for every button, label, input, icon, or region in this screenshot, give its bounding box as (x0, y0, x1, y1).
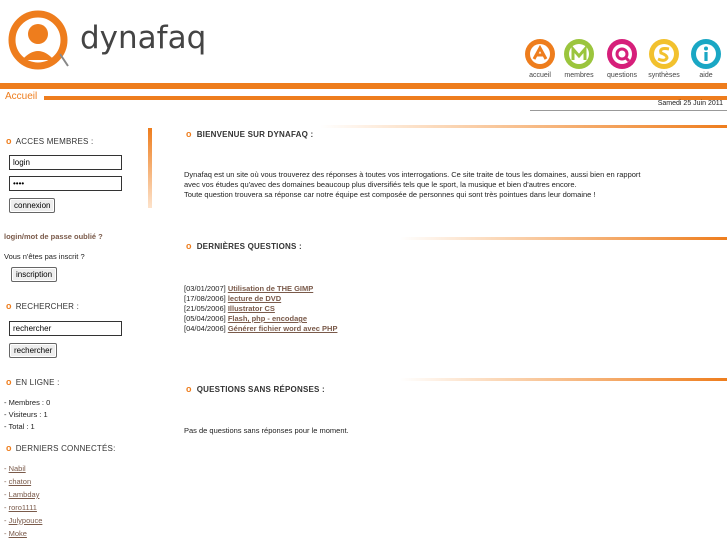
login-input[interactable] (9, 155, 122, 170)
user-link[interactable]: roro1111 (8, 503, 37, 512)
forgot-password-link[interactable]: login/mot de passe oublié ? (4, 232, 103, 241)
question-link[interactable]: lecture de DVD (227, 294, 282, 303)
bullet-icon: o (6, 301, 12, 311)
online-heading: o EN LIGNE : (6, 377, 60, 387)
user-link[interactable]: Nabil (8, 464, 26, 473)
latest-questions-list (184, 284, 337, 334)
question-link[interactable]: Flash, php - encodage (227, 314, 307, 323)
welcome-line: Dynafaq est un site où vous trouverez des réponses à toutes vos interrogations. Ce site traite de tous les domaines, aussi bien en rapport (184, 170, 641, 179)
sidebar-divider (148, 128, 152, 208)
user-link[interactable]: chaton (8, 477, 32, 486)
section-divider (400, 378, 727, 381)
user-link[interactable]: Moke (8, 529, 27, 538)
question-row: [04/04/2006] Générer fichier word avec PHP (184, 324, 338, 333)
question-row: [17/08/2006] lecture de DVD (184, 294, 282, 303)
section-divider (400, 237, 727, 240)
question-link[interactable]: Générer fichier word avec PHP (227, 324, 338, 333)
connect-button[interactable]: connexion (9, 198, 55, 213)
members-count: - Membres : 0 (4, 398, 51, 407)
bullet-icon: o (186, 129, 192, 139)
welcome-text (184, 170, 727, 200)
unanswered-heading: o QUESTIONS SANS RÉPONSES : (186, 384, 325, 394)
search-heading: o RECHERCHER : (6, 301, 79, 311)
bullet-icon: o (6, 377, 12, 387)
home-icon (523, 37, 557, 71)
syntheses-icon (647, 37, 681, 71)
nav-label: membres (564, 72, 594, 79)
nav-label: synthèses (648, 72, 680, 79)
logo-text: dynafaq (80, 20, 207, 56)
recent-user[interactable]: - Lambday (4, 490, 40, 499)
nav-label: aide (699, 72, 713, 79)
total-count: - Total : 1 (4, 422, 35, 431)
recent-user[interactable]: - roro1111 (4, 503, 37, 512)
main-nav (518, 37, 727, 81)
breadcrumb-divider (44, 96, 727, 100)
breadcrumb (0, 91, 727, 105)
site-logo[interactable] (8, 10, 208, 70)
question-row: [21/05/2006] Illustrator CS (184, 304, 275, 313)
info-icon (689, 37, 723, 71)
breadcrumb-home[interactable]: Accueil (5, 91, 38, 102)
nav-accueil[interactable] (518, 37, 562, 79)
nav-questions[interactable] (600, 37, 644, 79)
question-link[interactable]: Utilisation de THE GIMP (227, 284, 314, 293)
search-button[interactable]: rechercher (9, 343, 57, 358)
welcome-line: Toute question trouvera sa réponse car notre équipe est composée de personnes qui sont très pointues dans leur domaine ! (184, 190, 596, 199)
bullet-icon: o (186, 384, 192, 394)
recent-user[interactable]: - Julypouce (4, 516, 43, 525)
not-registered-text: Vous n'êtes pas inscrit ? (4, 252, 85, 261)
nav-label: accueil (529, 72, 551, 79)
welcome-heading: o BIENVENUE SUR DYNAFAQ : (186, 129, 314, 139)
bullet-icon: o (186, 241, 192, 251)
members-icon (562, 37, 596, 71)
user-link[interactable]: Lambday (8, 490, 40, 499)
visitors-count: - Visiteurs : 1 (4, 410, 48, 419)
welcome-line: avec vos études qu'avec des domaines beaucoup plus diversifiés tels que le sport, la musique et bien d'autres encore. (184, 180, 577, 189)
members-heading: o ACCES MEMBRES : (6, 136, 94, 146)
bullet-icon: o (6, 443, 12, 453)
section-divider (320, 125, 727, 128)
recent-users-heading: o DERNIERS CONNECTÉS: (6, 443, 116, 453)
register-button[interactable]: inscription (11, 267, 57, 282)
unanswered-text: Pas de questions sans réponses pour le moment. (184, 426, 349, 435)
search-input[interactable] (9, 321, 122, 336)
nav-label: questions (607, 72, 637, 79)
latest-questions-heading: o DERNIÈRES QUESTIONS : (186, 241, 302, 251)
password-input[interactable] (9, 176, 122, 191)
question-row: [03/01/2007] Utilisation de THE GIMP (184, 284, 314, 293)
date-underline (530, 110, 727, 111)
nav-syntheses[interactable] (642, 37, 686, 79)
question-link[interactable]: Illustrator CS (227, 304, 275, 313)
current-date: Samedi 25 Juin 2011 (657, 100, 723, 107)
question-row: [05/04/2006] Flash, php - encodage (184, 314, 307, 323)
user-link[interactable]: Julypouce (8, 516, 43, 525)
logo-icon (8, 10, 74, 72)
bullet-icon: o (6, 136, 12, 146)
recent-user[interactable]: - Nabil (4, 464, 26, 473)
questions-icon (605, 37, 639, 71)
nav-membres[interactable] (557, 37, 601, 79)
header-bar (0, 83, 727, 89)
recent-user[interactable]: - chaton (4, 477, 32, 486)
nav-aide[interactable] (684, 37, 727, 79)
recent-user[interactable]: - Moke (4, 529, 27, 538)
